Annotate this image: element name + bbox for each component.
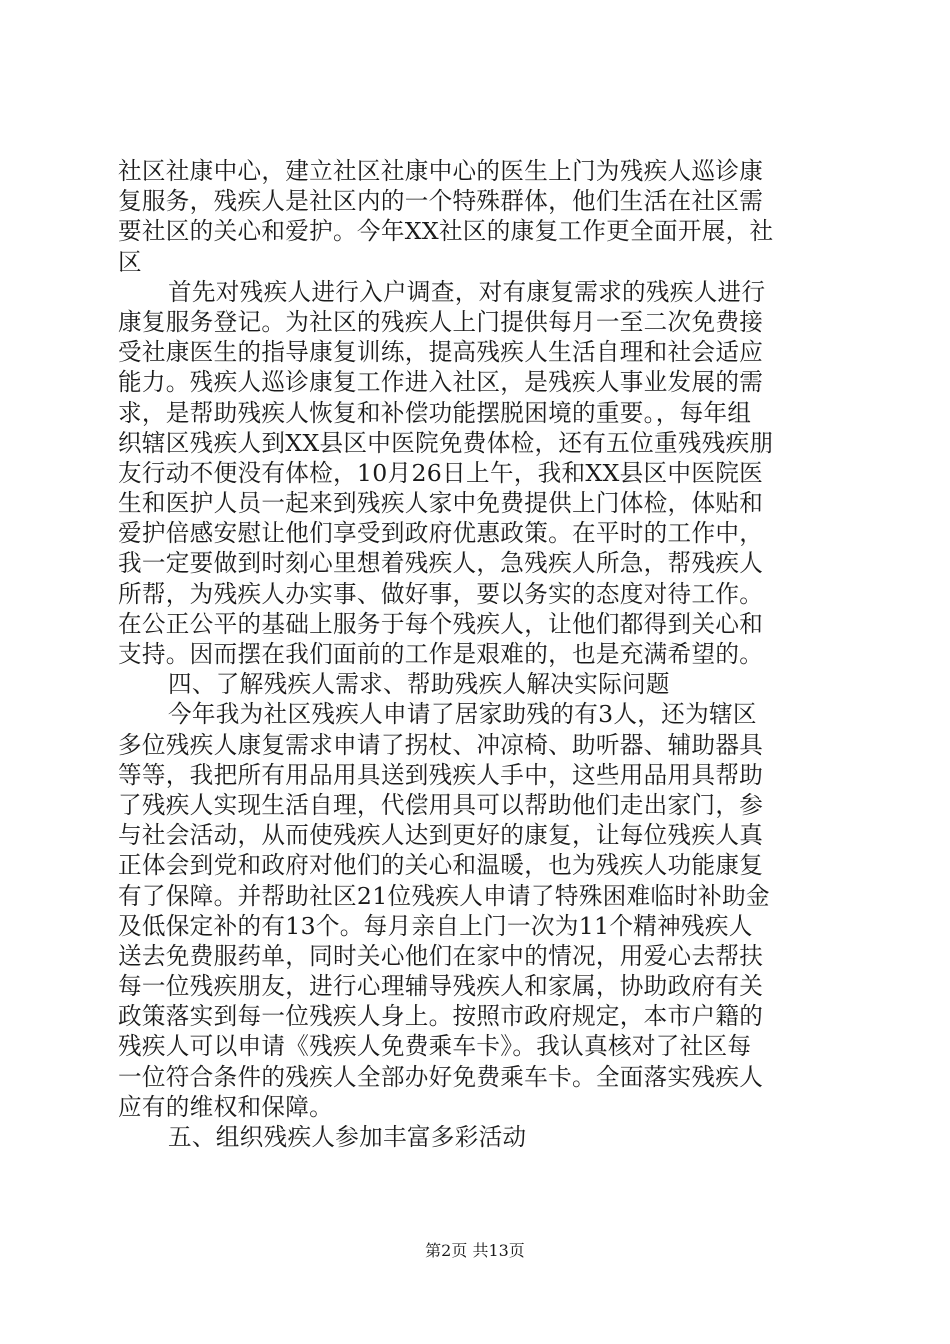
- text-line: 织辖区残疾人到XX县区中医院免费体检，还有五位重残残疾朋: [118, 428, 774, 457]
- text-line: 多位残疾人康复需求申请了拐杖、冲凉椅、助听器、辅助器具: [118, 730, 764, 759]
- text-line: 首先对残疾人进行入户调查，对有康复需求的残疾人进行: [168, 277, 766, 306]
- text-line: 能力。残疾人巡诊康复工作进入社区，是残疾人事业发展的需: [118, 368, 764, 397]
- text-line: 正体会到党和政府对他们的关心和温暖，也为残疾人功能康复: [118, 851, 764, 880]
- text-line: 送去免费服药单，同时关心他们在家中的情况，用爱心去帮扶: [118, 941, 764, 970]
- text-line: 所帮，为残疾人办实事、做好事，要以务实的态度对待工作。: [118, 579, 764, 608]
- text-line: 了残疾人实现生活自理，代偿用具可以帮助他们走出家门，参: [118, 790, 764, 819]
- text-line: 生和医护人员一起来到残疾人家中免费提供上门体检，体贴和: [118, 489, 764, 518]
- text-line: 在公正公平的基础上服务于每个残疾人，让他们都得到关心和: [118, 609, 764, 638]
- text-line: 要社区的关心和爱护。今年XX社区的康复工作更全面开展，社: [118, 217, 774, 246]
- text-line: 每一位残疾朋友，进行心理辅导残疾人和家属，协助政府有关: [118, 972, 764, 1001]
- text-line: 与社会活动，从而使残疾人达到更好的康复，让每位残疾人真: [118, 821, 764, 850]
- text-line: 支持。因而摆在我们面前的工作是艰难的，也是充满希望的。: [118, 640, 764, 668]
- text-line: 政策落实到每一位残疾人身上。按照市政府规定，本市户籍的: [118, 1002, 764, 1031]
- text-line: 等等，我把所有用品用具送到残疾人手中，这些用品用具帮助: [118, 760, 764, 789]
- text-line: 求，是帮助残疾人恢复和补偿功能摆脱困境的重要。，每年组: [118, 398, 752, 427]
- text-line: 五、组织残疾人参加丰富多彩活动: [168, 1123, 527, 1151]
- text-line: 今年我为社区残疾人申请了居家助残的有3人，还为辖区: [168, 700, 757, 729]
- body-text: [118, 156, 831, 1152]
- text-line: 受社康医生的指导康复训练，提高残疾人生活自理和社会适应: [118, 338, 764, 367]
- text-line: 一位符合条件的残疾人全部办好免费乘车卡。全面落实残疾人: [118, 1062, 764, 1091]
- text-line: 康复服务登记。为社区的残疾人上门提供每月一至二次免费接: [118, 307, 764, 336]
- text-line: 复服务，残疾人是社区内的一个特殊群体，他们生活在社区需: [118, 187, 764, 216]
- page-footer: 第2页 共13页: [425, 1241, 525, 1260]
- text-line: 残疾人可以申请《残疾人免费乘车卡》。我认真核对了社区每: [118, 1032, 752, 1061]
- text-line: 社区社康中心，建立社区社康中心的医生上门为残疾人巡诊康: [118, 157, 764, 185]
- text-line: 友行动不便没有体检，10月26日上午，我和XX县区中医院医: [118, 458, 763, 487]
- text-line: 应有的维权和保障。: [118, 1092, 334, 1121]
- text-line: 爱护倍感安慰让他们享受到政府优惠政策。在平时的工作中，: [118, 519, 764, 548]
- text-line: 有了保障。并帮助社区21位残疾人申请了特殊困难临时补助金: [118, 881, 770, 910]
- text-line: 及低保定补的有13个。每月亲自上门一次为11个精神残疾人: [118, 911, 753, 940]
- text-line: 四、了解残疾人需求、帮助残疾人解决实际问题: [168, 670, 670, 699]
- text-line: 区: [118, 247, 142, 276]
- text-line: 我一定要做到时刻心里想着残疾人，急残疾人所急，帮残疾人: [118, 549, 764, 578]
